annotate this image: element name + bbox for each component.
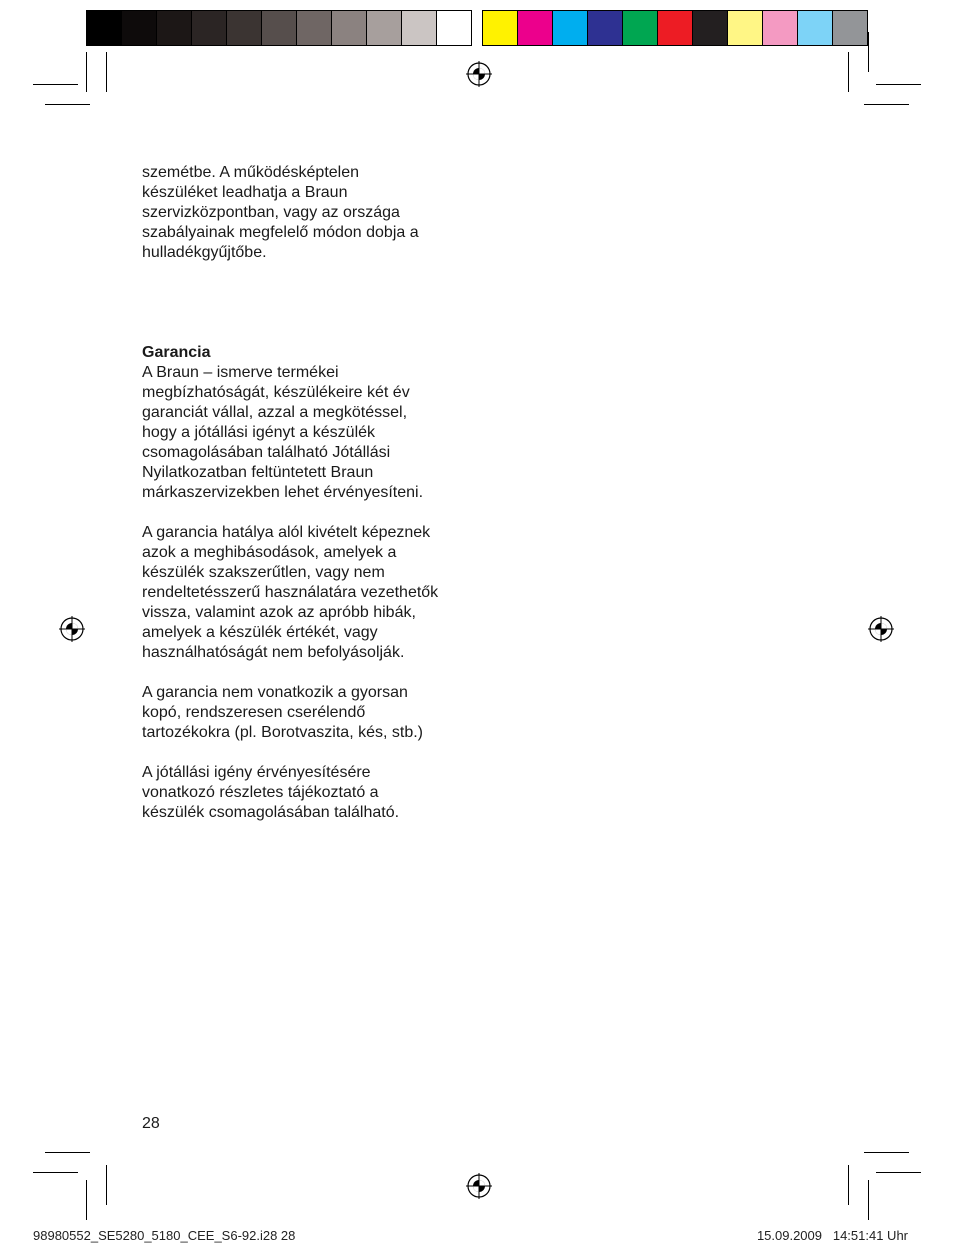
- color-swatch: [763, 11, 798, 45]
- crop-mark: [106, 52, 107, 92]
- color-bar-process-colors: [482, 10, 868, 46]
- color-swatch: [798, 11, 833, 45]
- paragraph-claim-info: A jótállási igény érvényesítésére vonatkozó részletes tájékoztató a készülék csomagolásában található.: [142, 764, 400, 821]
- section-heading-garancia: Garancia: [142, 344, 211, 361]
- crop-mark: [868, 32, 869, 72]
- crop-mark: [86, 52, 87, 92]
- paragraph-warranty-exclusions: A garancia hatálya alól kivételt képeznek azok a meghibásodások, amelyek a készülék szakszerűtlen, vagy nem rendeltetésszerű használatára vezethetők vissza, valamint azok az apróbb hibák, amelyek a készülék értékét, vagy használhatóságát nem befolyásolják.: [142, 524, 439, 661]
- color-swatch: [693, 11, 728, 45]
- color-swatch: [728, 11, 763, 45]
- crop-mark: [106, 1165, 107, 1205]
- crop-mark: [33, 1172, 78, 1173]
- color-swatch: [553, 11, 588, 45]
- color-swatch: [588, 11, 623, 45]
- color-swatch: [518, 11, 553, 45]
- crop-mark: [33, 84, 78, 85]
- paragraph-warranty-intro: A Braun – ismerve termékei megbízhatóságát, készülékeire két év garanciát vállal, azzal a megkötéssel, hogy a jótállási igényt a készülék csomagolásában található Jótállási Nyilatkozatban feltüntetett Braun márkaszervizekben lehet érvényesíteni.: [142, 364, 424, 501]
- color-swatch: [658, 11, 693, 45]
- color-swatch: [87, 11, 122, 45]
- registration-mark-icon: [466, 1173, 492, 1199]
- crop-mark: [876, 84, 921, 85]
- paragraph-disposal: szemétbe. A működésképtelen készüléket leadhatja a Braun szervizközpontban, vagy az országa szabályainak megfelelő módon dobja a hulladékgyűjtőbe.: [142, 164, 419, 261]
- crop-mark: [868, 1180, 869, 1220]
- crop-mark: [45, 1152, 90, 1153]
- paragraph-wear-parts: A garancia nem vonatkozik a gyorsan kopó, rendszeresen cserélendő tartozékokra (pl. Borotvaszita, kés, stb.): [142, 684, 423, 741]
- color-swatch: [122, 11, 157, 45]
- color-swatch: [297, 11, 332, 45]
- color-swatch: [367, 11, 402, 45]
- color-swatch: [262, 11, 297, 45]
- crop-mark: [848, 52, 849, 92]
- color-swatch: [623, 11, 658, 45]
- color-swatch: [227, 11, 262, 45]
- print-slug-filename: 98980552_SE5280_5180_CEE_S6-92.i28 28: [33, 1228, 296, 1243]
- color-swatch: [483, 11, 518, 45]
- color-swatch: [833, 11, 867, 45]
- crop-mark: [864, 104, 909, 105]
- color-swatch: [157, 11, 192, 45]
- crop-mark: [45, 104, 90, 105]
- color-swatch: [437, 11, 471, 45]
- print-slug-datetime: 15.09.2009 14:51:41 Uhr: [756, 1228, 908, 1243]
- page-number: 28: [142, 1115, 160, 1132]
- crop-mark: [86, 1180, 87, 1220]
- color-bar-grayscale: [86, 10, 472, 46]
- registration-mark-icon: [466, 61, 492, 87]
- color-swatch: [332, 11, 367, 45]
- body-text-column: [142, 163, 472, 843]
- registration-mark-icon: [868, 616, 894, 642]
- crop-mark: [848, 1165, 849, 1205]
- crop-mark: [876, 1172, 921, 1173]
- registration-mark-icon: [59, 616, 85, 642]
- crop-mark: [864, 1152, 909, 1153]
- color-swatch: [192, 11, 227, 45]
- color-swatch: [402, 11, 437, 45]
